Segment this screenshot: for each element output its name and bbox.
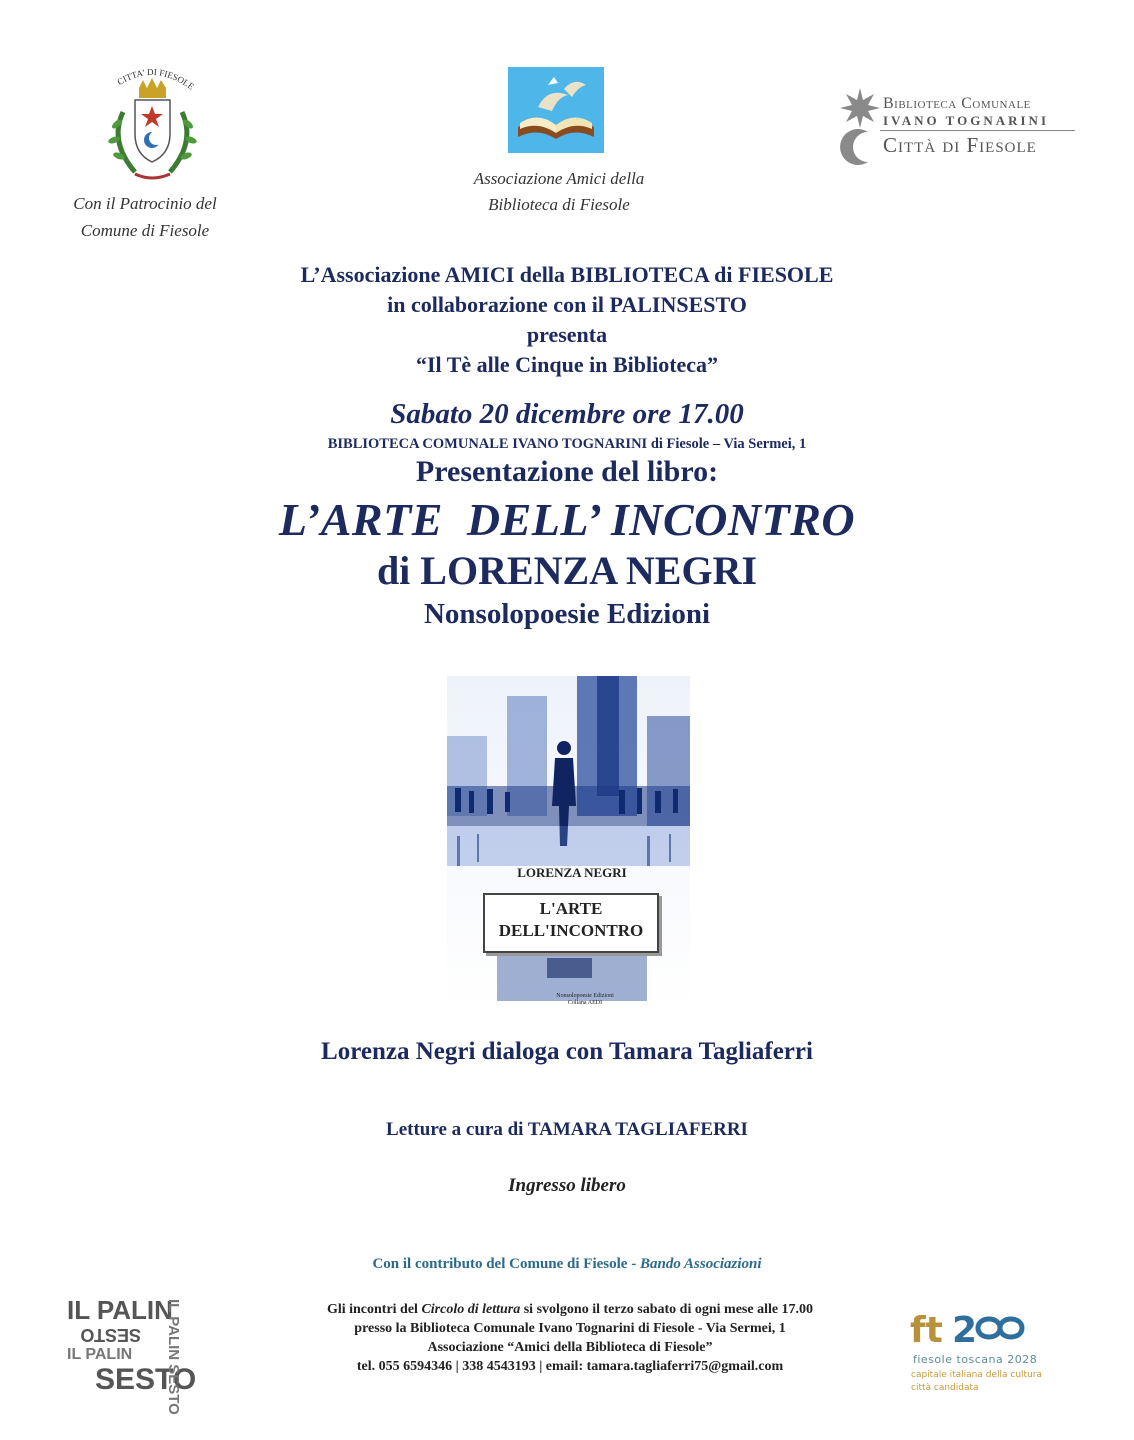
library-star-moon-icon (838, 86, 882, 166)
intro-line1: L’Associazione AMICI della BIBLIOTECA di FIESOLE (300, 262, 834, 287)
footer-line4: tel. 055 6594346 | 338 4543193 | email: tamara.tagliaferri75@gmail.com (356, 1359, 784, 1374)
event-venue: BIBLIOTECA COMUNALE IVANO TOGNARINI di Fiesole – Via Sermei, 1 (327, 436, 807, 452)
intro-line4: “Il Tè alle Cinque in Biblioteca” (415, 352, 719, 377)
book-cover-image (447, 676, 690, 1011)
svg-text:2: 2 (952, 1310, 978, 1351)
ft2028-caption2: città candidata (911, 1383, 979, 1393)
svg-text:IL PALIN SESTO: IL PALIN SESTO (165, 1299, 182, 1415)
footer-line1: Gli incontri del Circolo di lettura si svolgono il terzo sabato di ogni mese alle 17.00 (326, 1302, 814, 1317)
presentation-heading: Presentazione del libro: (415, 455, 719, 488)
fiesole-crest-logo (95, 62, 210, 187)
svg-text:SESTO: SESTO (95, 1363, 197, 1396)
footer-line2: presso la Biblioteca Comunale Ivano Tognarini di Fiesole - Via Sermei, 1 (354, 1321, 786, 1336)
contribution-line: Con il contributo del Comune di Fiesole - Bando Associazioni (372, 1256, 762, 1272)
svg-text:SESTO: SESTO (80, 1325, 141, 1345)
dialog-line: Lorenza Negri dialoga con Tamara Tagliaferri (321, 1038, 813, 1065)
cover-illustration (447, 676, 690, 1011)
palinsesto-logo (65, 1293, 197, 1415)
svg-text:ft: ft (910, 1310, 943, 1351)
patronage-caption: Con il Patrocinio del Comune di Fiesole (73, 194, 217, 240)
readings-line: Letture a cura di TAMARA TAGLIAFERRI (386, 1119, 748, 1140)
entry-line: Ingresso libero (508, 1175, 626, 1196)
crest-caption-text: CITTA' DI FIESOLE (115, 66, 197, 92)
book-title: L’ARTE DELL’ INCONTRO (278, 494, 856, 545)
intro-line2: in collaborazione con il PALINSESTO (387, 292, 747, 317)
cover-edition: Nonsolopoesie Edizioni Collana AEDI (556, 993, 614, 1006)
ft2028-subtitle: fiesole toscana 2028 (913, 1353, 1038, 1366)
library-logo-line3: Città di Fiesole (883, 133, 1037, 157)
library-logo-divider (880, 130, 1075, 131)
intro-line3: presenta (526, 322, 608, 347)
footer-info (260, 1300, 880, 1376)
library-logo-line2: IVANO TOGNARINI (883, 113, 1050, 128)
event-date: Sabato 20 dicembre ore 17.00 (390, 398, 744, 430)
book-author: di LORENZA NEGRI (376, 548, 758, 593)
svg-text:IL PALIN: IL PALIN (67, 1295, 173, 1325)
cover-title: L'ARTE DELL'INCONTRO (498, 899, 644, 940)
association-caption: Associazione Amici della Biblioteca di Fiesole (473, 169, 645, 214)
footer-line3: Associazione “Amici della Biblioteca di Fiesole” (427, 1340, 713, 1355)
svg-text:IL PALIN: IL PALIN (67, 1346, 133, 1363)
library-logo-line1: Biblioteca Comunale (883, 95, 1031, 112)
cover-author: LORENZA NEGRI (517, 865, 627, 880)
book-publisher: Nonsolopoesie Edizioni (423, 598, 711, 630)
ft2028-logo (908, 1306, 1048, 1352)
ft2028-caption1: capitale italiana della cultura (911, 1370, 1042, 1380)
open-book-icon (508, 67, 604, 153)
